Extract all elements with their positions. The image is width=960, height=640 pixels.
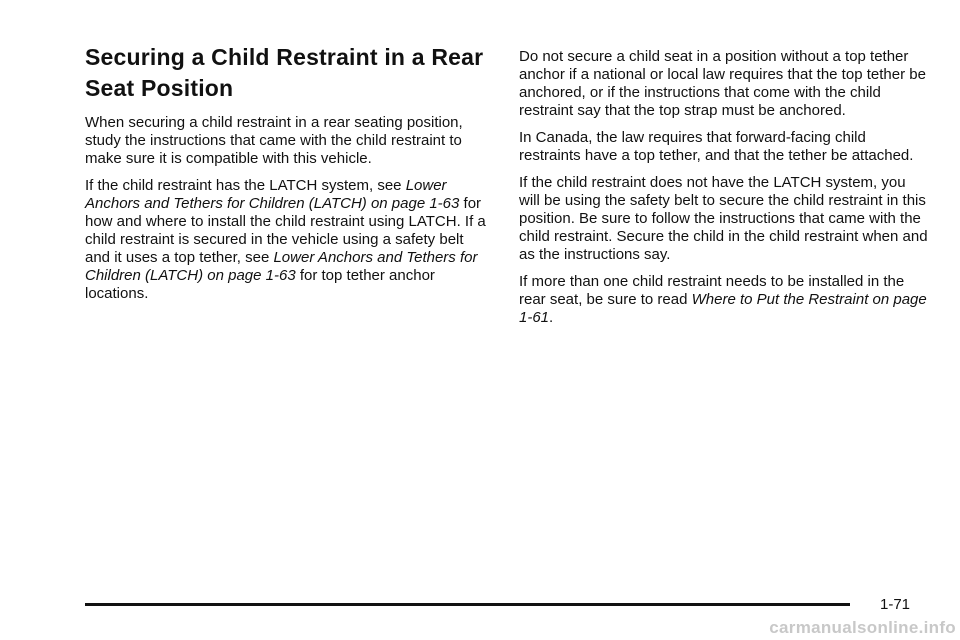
multiple-text-after: . [549,309,554,326]
left-column [85,42,490,312]
latch-text-middle: for how and where to install the child restraint using LATCH. If a child restraint is secured in the vehicle using a safety belt and it uses a top tether, see [85,195,486,266]
paragraph-canada: In Canada, the law requires that forward-facing child restraints have a top tether, and that the tether be attached. [519,129,914,164]
cross-reference-where-to-put[interactable]: Where to Put the Restraint on page 1-61 [519,291,927,326]
cross-reference-latch-1[interactable]: Lower Anchors and Tethers for Children (LATCH) on page 1-63 [85,177,460,212]
page-number: 1-71 [880,596,911,613]
footer-rule [85,603,850,606]
multiple-text-before: If more than one child restraint needs to be installed in the rear seat, be sure to read [519,273,905,308]
paragraph-latch [85,177,490,303]
paragraph-top-tether-law: Do not secure a child seat in a position without a top tether anchor if a national or local law requires that the top tether be anchored, or if the instructions that come with the child restraint say that the top strap must be anchored. [519,48,926,119]
paragraph-compatibility: When securing a child restraint in a rear seating position, study the instructions that came with the child restraint to make sure it is compatible with this vehicle. [85,114,463,167]
cross-reference-latch-2[interactable]: Lower Anchors and Tethers for Children (LATCH) on page 1-63 [85,249,478,284]
paragraph-no-latch: If the child restraint does not have the LATCH system, you will be using the safety belt to secure the child restraint in this position. Be sure to follow the instructions that came with the child restraint. Secure the child in the child restraint when and as the instructions say. [519,174,928,263]
latch-text-before: If the child restraint has the LATCH system, see [85,177,406,194]
watermark: carmanualsonline.info [769,618,956,637]
paragraph-multiple-restraints [519,273,929,327]
section-title: Securing a Child Restraint in a Rear Seat Position [85,44,484,101]
latch-text-after: for top tether anchor locations. [85,267,435,302]
right-column [519,48,929,336]
